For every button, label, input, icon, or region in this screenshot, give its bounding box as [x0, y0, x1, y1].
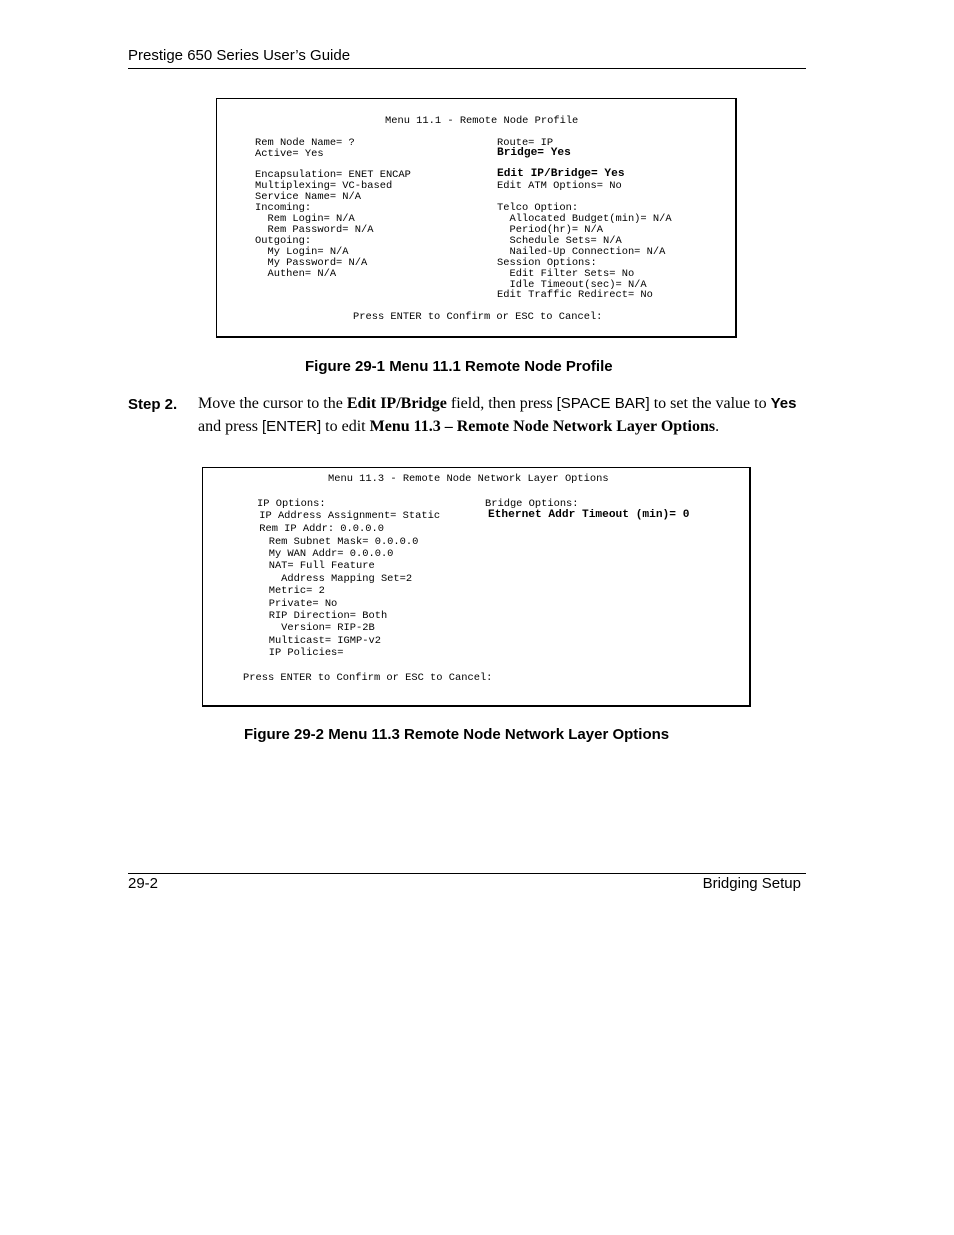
step-field-name: Edit IP/Bridge	[346, 395, 447, 412]
menu1-rem-login: Rem Login= N/A	[255, 213, 355, 225]
figure-29-1-caption: Figure 29-1 Menu 11.1 Remote Node Profile	[305, 358, 613, 375]
menu2-ethernet-addr-timeout: Ethernet Addr Timeout (min)= 0	[488, 509, 690, 521]
menu2-bridge-options: Bridge Options:	[485, 498, 579, 510]
menu1-schedule-sets: Schedule Sets= N/A	[497, 235, 622, 247]
menu1-session-options: Session Options:	[497, 257, 597, 269]
menu1-my-login: My Login= N/A	[255, 246, 349, 258]
header-rule	[128, 68, 806, 69]
menu1-rem-node-name: Rem Node Name= ?	[255, 137, 355, 149]
menu2-nat: NAT= Full Feature	[250, 560, 375, 572]
menu1-edit-atm-options: Edit ATM Options= No	[497, 180, 622, 192]
menu1-edit-filter-sets: Edit Filter Sets= No	[497, 268, 635, 280]
step-menu-name: Menu 11.3 – Remote Node Network Layer Options	[369, 418, 716, 435]
menu2-address-mapping-set: Address Mapping Set=2	[250, 573, 413, 585]
menu1-edit-ip-bridge: Edit IP/Bridge= Yes	[497, 168, 625, 180]
step-text-line-2	[198, 418, 719, 436]
step-text-line-1	[198, 395, 796, 413]
menu2-ip-address-assignment: IP Address Assignment= Static	[253, 510, 441, 522]
menu2-title: Menu 11.3 - Remote Node Network Layer Options	[328, 473, 609, 485]
footer-rule	[128, 873, 806, 874]
menu2-rip-direction: RIP Direction= Both	[250, 610, 388, 622]
menu2-ip-options: IP Options:	[257, 498, 326, 510]
menu1-incoming: Incoming:	[255, 202, 312, 214]
menu2-prompt: Press ENTER to Confirm or ESC to Cancel:	[243, 672, 493, 684]
step-label: Step 2.	[128, 396, 178, 413]
menu1-prompt: Press ENTER to Confirm or ESC to Cancel:	[353, 311, 603, 323]
menu1-bridge: Bridge= Yes	[497, 147, 571, 159]
menu-11-3-screen	[202, 467, 751, 707]
step-text: .	[715, 418, 720, 435]
step-text: Move the cursor to the	[198, 395, 347, 412]
menu1-period: Period(hr)= N/A	[497, 224, 604, 236]
menu2-multicast: Multicast= IGMP-v2	[250, 635, 381, 647]
menu2-version: Version= RIP-2B	[250, 622, 375, 634]
menu1-idle-timeout: Idle Timeout(sec)= N/A	[497, 279, 647, 291]
menu1-active: Active= Yes	[255, 148, 324, 160]
menu1-title: Menu 11.1 - Remote Node Profile	[385, 115, 579, 127]
menu2-private: Private= No	[250, 598, 338, 610]
menu1-nailed-up: Nailed-Up Connection= N/A	[497, 246, 666, 258]
menu1-encapsulation: Encapsulation= ENET ENCAP	[255, 169, 411, 181]
menu1-outgoing: Outgoing:	[255, 235, 312, 247]
step-text: to set the value to	[649, 395, 771, 412]
header-title: Prestige 650 Series User’s Guide	[128, 47, 351, 64]
figure-29-2-caption: Figure 29-2 Menu 11.3 Remote Node Network Layer Options	[244, 726, 670, 743]
page-number: 29-2	[128, 875, 159, 892]
menu1-rem-password: Rem Password= N/A	[255, 224, 374, 236]
menu2-ip-policies: IP Policies=	[250, 647, 344, 659]
menu1-multiplexing: Multiplexing= VC-based	[255, 180, 393, 192]
menu-11-1-screen	[216, 98, 737, 338]
step-text: to edit	[321, 418, 370, 435]
menu1-telco-option: Telco Option:	[497, 202, 579, 214]
menu1-my-password: My Password= N/A	[255, 257, 368, 269]
menu2-metric: Metric= 2	[250, 585, 325, 597]
menu1-allocated-budget: Allocated Budget(min)= N/A	[497, 213, 672, 225]
step-text: field, then press	[446, 395, 557, 412]
menu2-rem-ip-addr: Rem IP Addr: 0.0.0.0	[253, 523, 384, 535]
menu1-service-name: Service Name= N/A	[255, 191, 362, 203]
step-key-enter: [ENTER]	[261, 418, 322, 435]
menu2-rem-subnet-mask: Rem Subnet Mask= 0.0.0.0	[250, 536, 419, 548]
step-text: and press	[198, 418, 262, 435]
step-key-spacebar: [SPACE BAR]	[556, 395, 650, 412]
menu1-edit-traffic-redirect: Edit Traffic Redirect= No	[497, 289, 653, 301]
menu1-route: Route= IP	[497, 137, 554, 149]
menu2-my-wan-addr: My WAN Addr= 0.0.0.0	[250, 548, 394, 560]
menu1-authen: Authen= N/A	[255, 268, 337, 280]
step-value-yes: Yes	[770, 395, 797, 412]
section-name: Bridging Setup	[702, 875, 801, 892]
